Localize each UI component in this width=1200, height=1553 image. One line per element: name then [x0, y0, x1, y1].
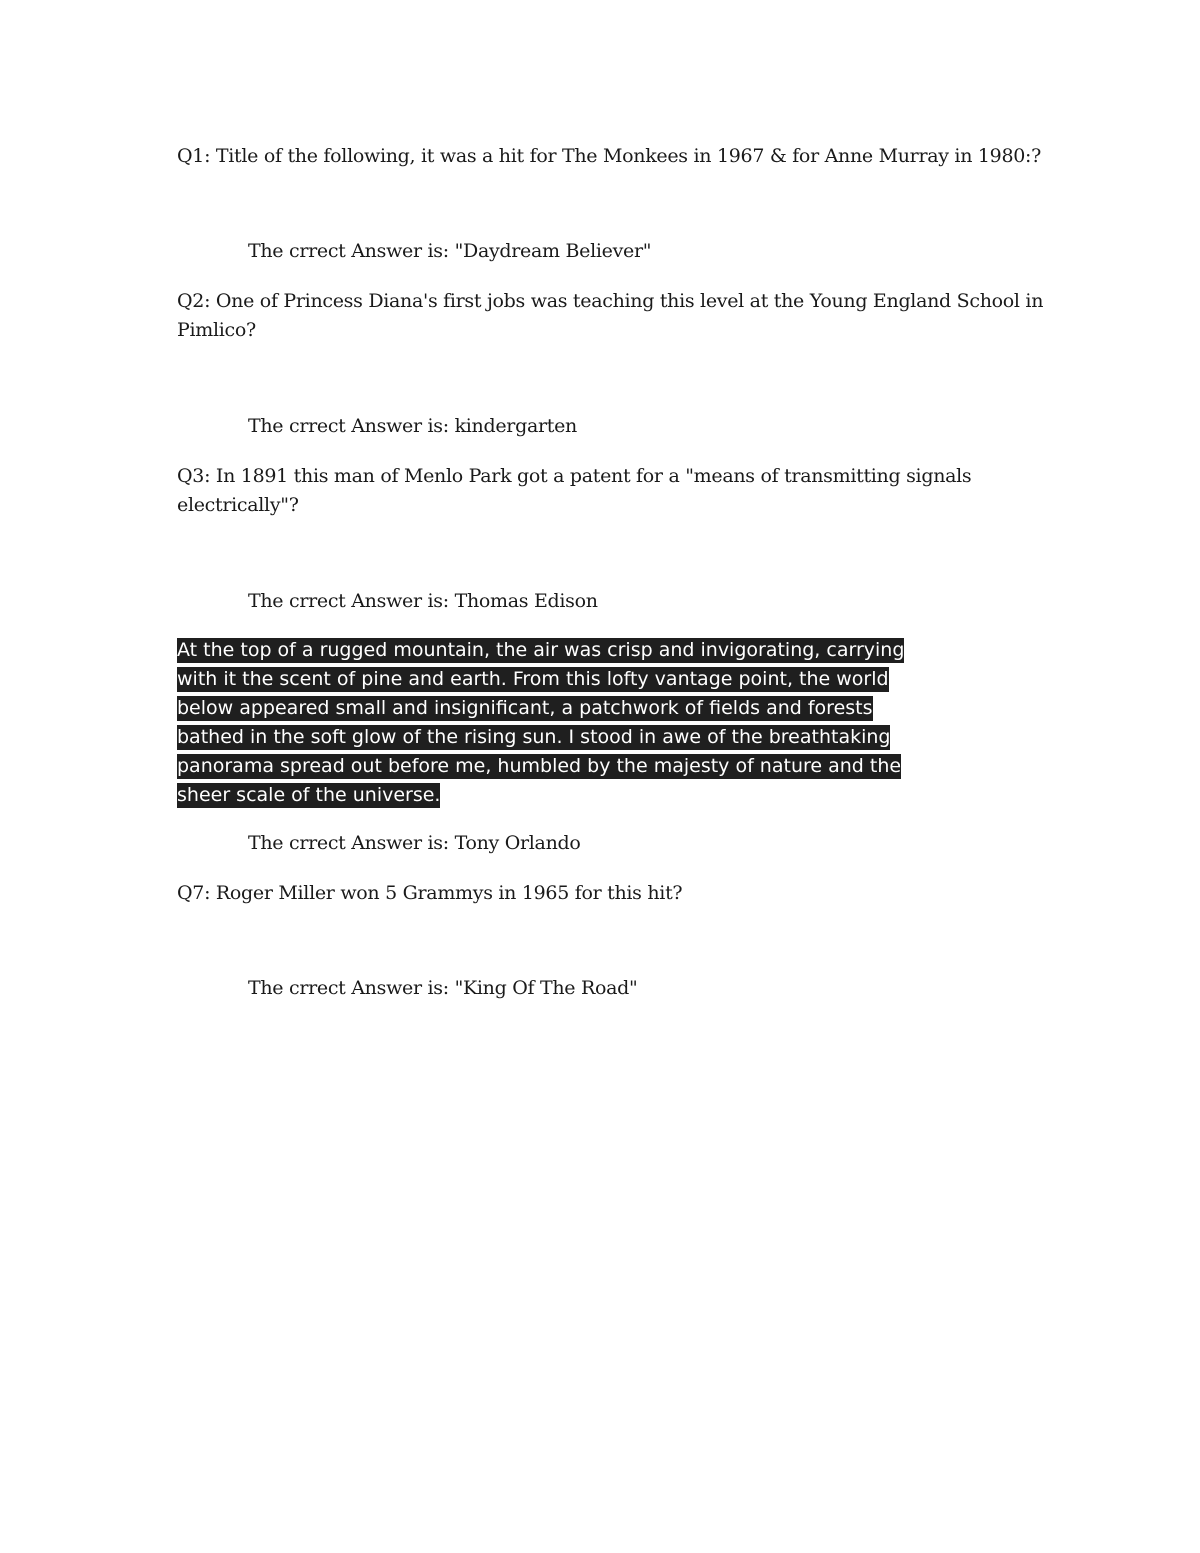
answer-1: The crrect Answer is: "Daydream Believer"	[248, 240, 652, 262]
highlighted-line: bathed in the soft glow of the rising sun. I stood in awe of the breathtaking	[177, 726, 891, 748]
answer-2: The crrect Answer is: kindergarten	[248, 415, 577, 437]
highlighted-line: At the top of a rugged mountain, the air was crisp and invigorating, carrying	[177, 639, 905, 661]
highlighted-line: below appeared small and insignificant, a patchwork of fields and forests	[177, 697, 873, 719]
question-1: Q1: Title of the following, it was a hit for The Monkees in 1967 & for Anne Murray in 1980:?	[177, 145, 1042, 167]
highlighted-line: sheer scale of the universe.	[177, 784, 441, 806]
question-7: Q7: Roger Miller won 5 Grammys in 1965 for this hit?	[177, 882, 683, 904]
question-3-line-2: electrically"?	[177, 494, 299, 516]
answer-6: The crrect Answer is: Tony Orlando	[248, 832, 581, 854]
question-2-line-2: Pimlico?	[177, 319, 256, 341]
answer-3: The crrect Answer is: Thomas Edison	[248, 590, 598, 612]
highlighted-paragraph[interactable]	[177, 636, 1017, 810]
highlighted-line: panorama spread out before me, humbled by the majesty of nature and the	[177, 755, 902, 777]
question-3-line-1: Q3: In 1891 this man of Menlo Park got a patent for a "means of transmitting signals	[177, 465, 972, 487]
answer-7: The crrect Answer is: "King Of The Road"	[248, 977, 638, 999]
question-2-line-1: Q2: One of Princess Diana's first jobs was teaching this level at the Young England School in	[177, 290, 1044, 312]
highlighted-line: with it the scent of pine and earth. From this lofty vantage point, the world	[177, 668, 889, 690]
